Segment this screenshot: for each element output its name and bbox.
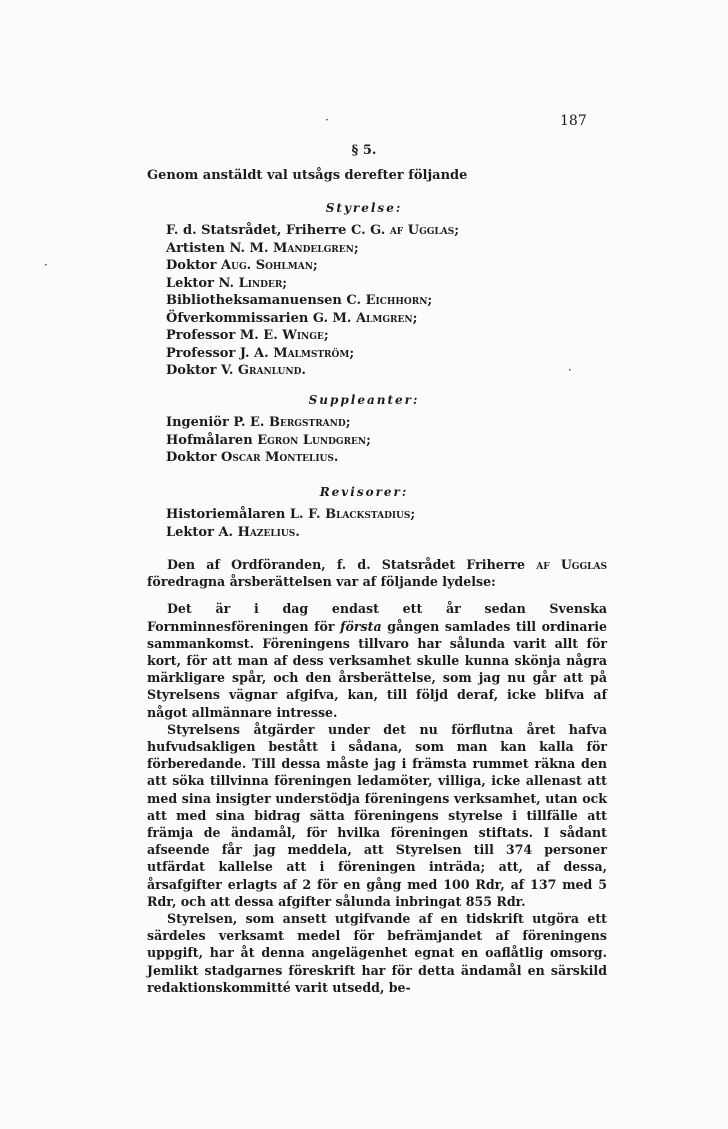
report-intro: Den af Ordföranden, f. d. Statsrådet Friherre af Ugglas föredragna årsberättelsen var af följande lydelse: bbox=[147, 557, 607, 590]
list-item: Historiemålaren L. F. Blackstadius; bbox=[166, 507, 416, 522]
report-paragraph: Styrelsen, som ansett utgifvande af en tidskrift utgöra ett särdeles verksamt medel för befrämjandet af föreningens uppgift, har åt denna angelägenhet egnat en oaflåtlig omsorg. Jemlikt stadgarnes föreskrift har för detta ändamål en särskild redaktionskommitté varit utsedd, be- bbox=[147, 911, 607, 995]
stray-mark: · bbox=[325, 113, 329, 127]
report-body bbox=[147, 556, 607, 996]
page-number: 187 bbox=[560, 113, 587, 129]
list-item: Öfverkommissarien G. M. Almgren; bbox=[166, 310, 418, 326]
list-item: Professor M. E. Winge; bbox=[166, 328, 329, 343]
list-item: Professor J. A. Malmström; bbox=[166, 345, 355, 361]
styrelse-list bbox=[166, 222, 459, 380]
list-item: Doktor Aug. Sohlman; bbox=[166, 258, 318, 273]
list-item: F. d. Statsrådet, Friherre C. G. af Ugglas; bbox=[166, 223, 460, 238]
section-title: § 5. bbox=[351, 143, 377, 158]
suppleanter-list bbox=[166, 414, 371, 467]
stray-mark: · bbox=[44, 258, 48, 272]
revisorer-heading: Revisorer: bbox=[319, 485, 409, 499]
stray-mark: · bbox=[568, 363, 572, 377]
list-item: Hofmålaren Egron Lundgren; bbox=[166, 432, 371, 448]
report-paragraph: Det är i dag endast ett år sedan Svenska Fornminnesföreningen för första gången samlades till ordinarie sammankomst. Föreningens tillvaro har sålunda varit allt för kort, för att man af dess verksamhet skulle kunna skönja några märkligare spår, och den årsberättelse, som jag nu går att på Styrelsens vägnar afgifva, kan, till följd deraf, icke blifva af något allmännare intresse. bbox=[147, 601, 607, 720]
list-item: Bibliotheksamanuensen C. Eichhorn; bbox=[166, 293, 433, 308]
section-intro: Genom anstäldt val utsågs derefter följande bbox=[147, 168, 468, 183]
list-item: Ingeniör P. E. Bergstrand; bbox=[166, 415, 351, 430]
report-paragraph: Styrelsens åtgärder under det nu förflutna året hafva hufvudsakligen bestått i sådana, som man kan kalla för förberedande. Till dessa måste jag i främsta rummet räkna den att söka tillvinna föreningen ledamöter, villiga, icke allenast att med sina insigter understödja föreningens verksamhet, utan ock att med sina bidrag sätta föreningens styrelse i tillfälle att främja de ändamål, för hvilka föreningen stiftats. I sådant afseende får jag meddela, att Styrelsen till 374 personer utfärdat kallelse att i föreningen inträda; att, af dessa, årsafgifter erlagts af 2 för en gång med 100 Rdr, af 137 med 5 Rdr, och att dessa afgifter sålunda inbringat 855 Rdr. bbox=[147, 721, 607, 909]
list-item: Doktor V. Granlund. bbox=[166, 363, 306, 378]
suppleanter-heading: Suppleanter: bbox=[308, 393, 420, 407]
revisorer-list bbox=[166, 506, 415, 541]
styrelse-heading: Styrelse: bbox=[325, 201, 403, 215]
list-item: Artisten N. M. Mandelgren; bbox=[166, 240, 359, 256]
list-item: Lektor A. Hazelius. bbox=[166, 524, 300, 540]
list-item: Doktor Oscar Montelius. bbox=[166, 450, 339, 465]
list-item: Lektor N. Linder; bbox=[166, 275, 288, 291]
